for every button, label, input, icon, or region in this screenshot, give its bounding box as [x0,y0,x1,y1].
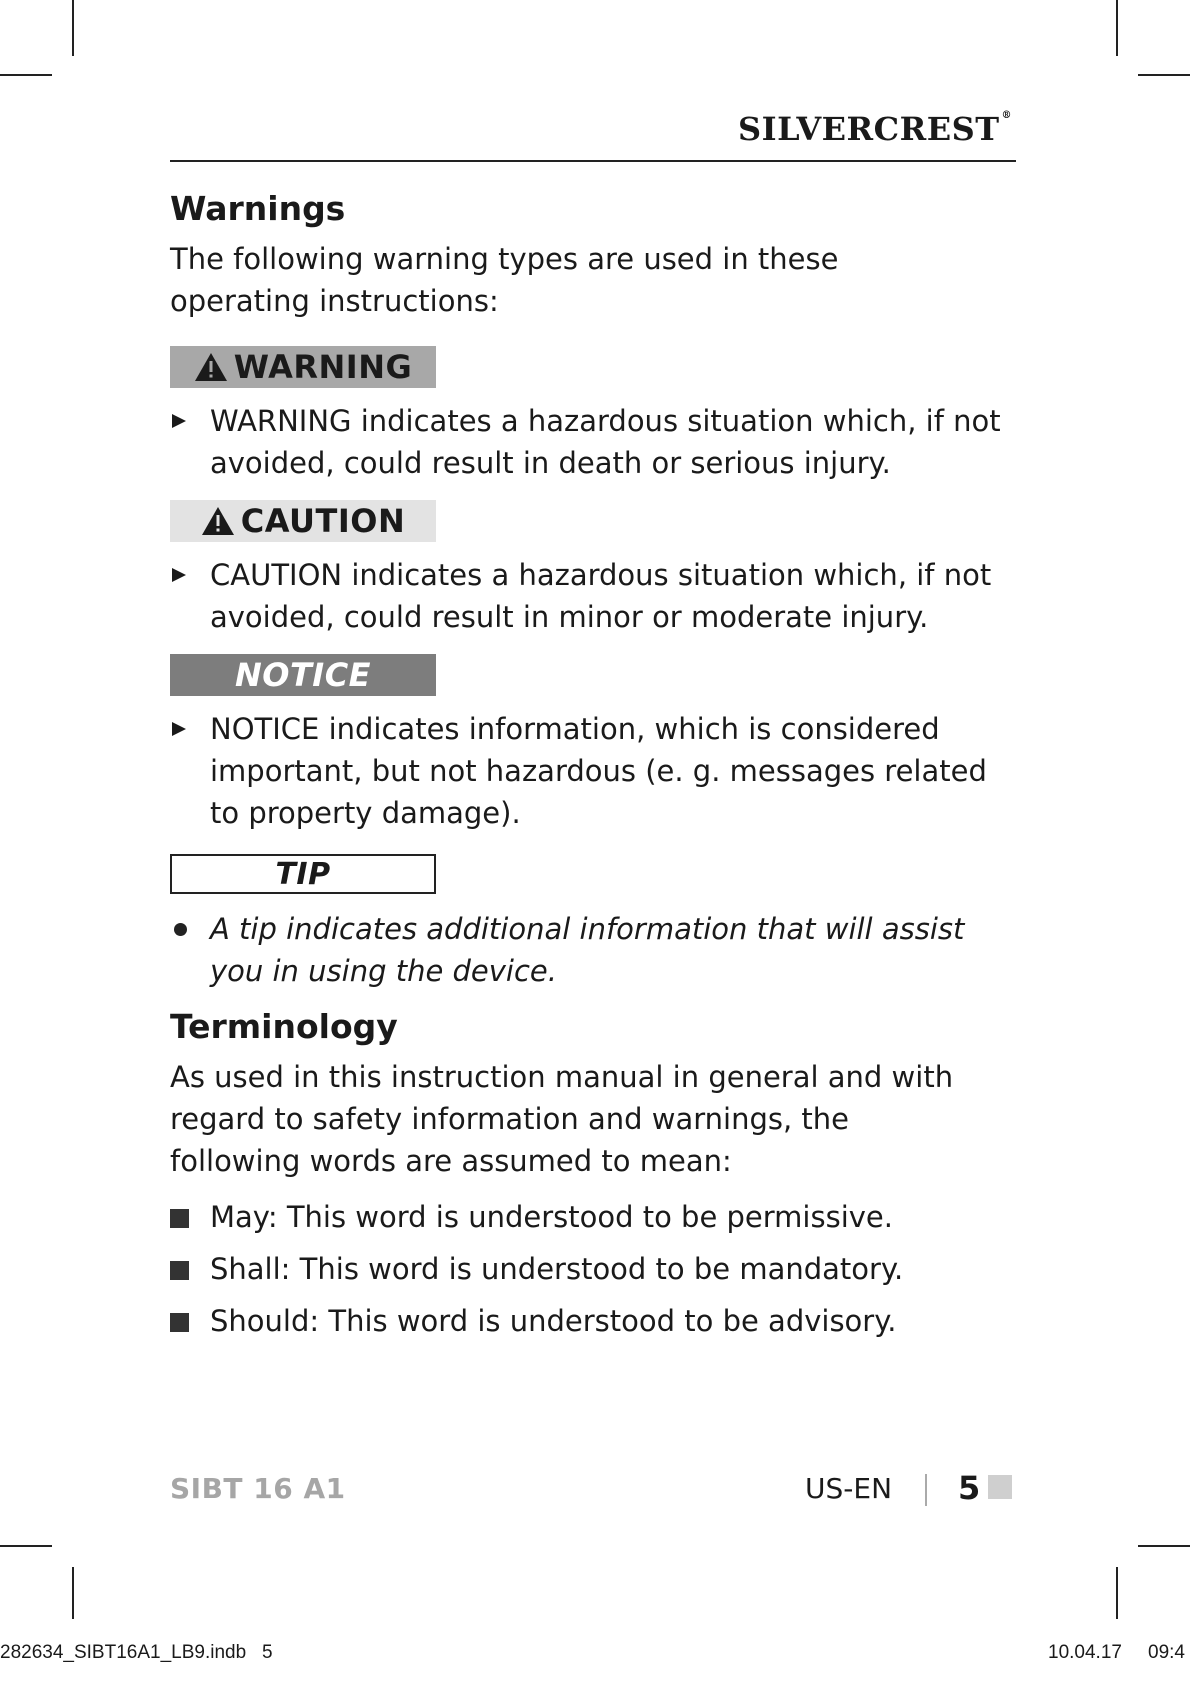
tip-description-text: A tip indicates additional information that will assist you in using the device. [210,912,965,988]
round-bullet-icon [174,923,187,936]
arrow-bullet-icon [172,722,186,736]
print-slug-time: 09:4 [1148,1642,1185,1663]
terminology-item-text: May: This word is understood to be permissive. [210,1200,893,1234]
footer-separator [925,1474,927,1506]
square-bullet-icon [170,1261,189,1280]
square-bullet-icon [170,1313,189,1332]
notice-label [170,654,436,696]
tip-description [170,908,1016,992]
page-number: 5 [958,1469,981,1507]
crop-mark-top-left-v [72,0,74,56]
terminology-heading: Terminology [170,1007,398,1046]
warning-description [170,400,1016,484]
caution-label [170,500,436,542]
brand-logo [738,110,1012,148]
arrow-bullet-icon [172,414,186,428]
crop-mark-bottom-right-h [1138,1545,1190,1547]
terminology-item-text: Shall: This word is understood to be mandatory. [210,1252,904,1286]
brand-registered-mark: ® [1001,110,1012,121]
terminology-item [170,1300,1016,1342]
footer-page-marker [988,1475,1012,1499]
notice-description [170,708,1016,834]
crop-mark-bottom-left-h [0,1545,52,1547]
warnings-intro: The following warning types are used in these operating instructions: [170,242,839,318]
crop-mark-bottom-left-v [72,1567,74,1619]
tip-label [170,854,436,894]
caution-description-text: CAUTION indicates a hazardous situation which, if not avoided, could result in minor or moderate injury. [210,558,992,634]
arrow-bullet-icon [172,568,186,582]
main-content [170,186,1016,1342]
crop-mark-bottom-right-v [1116,1567,1118,1619]
notice-description-text: NOTICE indicates information, which is considered important, but not hazardous (e. g. messages related to property damage). [210,712,987,830]
warning-description-text: WARNING indicates a hazardous situation which, if not avoided, could result in death or serious injury. [210,404,1001,480]
warning-label [170,346,436,388]
tip-label-text: TIP [275,856,331,892]
footer-model-number: SIBT 16 A1 [170,1472,346,1505]
terminology-item [170,1248,1016,1290]
notice-label-text: NOTICE [234,656,372,694]
brand-logo-text: SILVERCREST [738,110,1000,148]
crop-mark-top-right-h [1138,74,1190,76]
warning-label-text: WARNING [233,348,413,386]
terminology-item-text: Should: This word is understood to be advisory. [210,1304,897,1338]
warning-triangle-icon [194,352,228,382]
footer-language: US-EN [805,1472,893,1505]
crop-mark-top-right-v [1116,0,1118,56]
print-slug-date: 10.04.17 [1048,1642,1122,1663]
header-rule [170,160,1016,162]
caution-label-text: CAUTION [240,502,406,540]
terminology-intro: As used in this instruction manual in general and with regard to safety information and warnings, the following words are assumed to mean: [170,1060,954,1178]
caution-description [170,554,1016,638]
square-bullet-icon [170,1209,189,1228]
print-slug-file: 282634_SIBT16A1_LB9.indb 5 [0,1642,273,1663]
caution-triangle-icon [201,506,235,536]
warnings-heading: Warnings [170,189,346,228]
crop-mark-top-left-h [0,74,52,76]
terminology-item [170,1196,1016,1238]
